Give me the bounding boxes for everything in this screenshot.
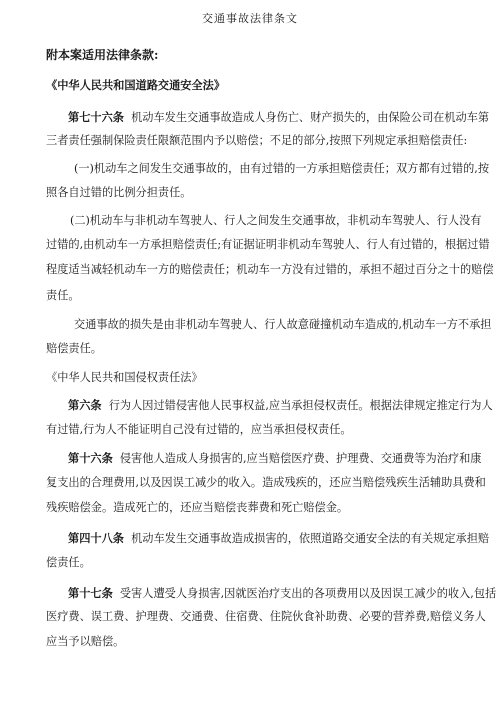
article-17-label: 第十七条	[68, 586, 113, 600]
article-17-line-3: 应当予以赔偿。	[46, 635, 125, 648]
article-17-line-2: 医疗费、误工费、护理费、交通费、住宿费、住院伙食补助费、必要的营养费,赔偿义务人	[46, 610, 486, 623]
article-48-text-1: 机动车发生交通事故造成损害的，依照道路交通安全法的有关规定承担赔	[131, 532, 490, 545]
article-17-line-1	[68, 586, 496, 601]
article-16-label: 第十六条	[68, 451, 113, 465]
article-76-line-2: 三者责任强制保险责任限额范围内予以赔偿；不足的部分,按照下列规定承担赔偿责任:	[46, 134, 468, 147]
applicable-law-heading: 附本案适用法律条款:	[46, 48, 159, 62]
article-76-text-1: 机动车发生交通事故造成人身伤亡、财产损失的，由保险公司在机动车第	[131, 111, 490, 124]
item-2-line-2: 过错的,由机动车一方承担赔偿责任;有证据证明非机动车驾驶人、行人有过错的，根据过错	[46, 238, 490, 251]
article-17-text-1: 受害人遭受人身损害,因就医治疗支出的各项费用以及因误工减少的收入,包括	[119, 587, 497, 600]
article-48-line-1	[68, 531, 489, 546]
article-16-line-1	[68, 451, 481, 466]
article-76-line-1	[68, 110, 489, 125]
article-6-line-1	[68, 398, 493, 413]
article-48-label: 第四十八条	[68, 531, 124, 545]
article-6-line-2: 有过错,行为人不能证明自己没有过错的，应当承担侵权责任。	[46, 423, 352, 436]
document-title: 交通事故法律条文	[202, 12, 298, 25]
note-line-1: 交通事故的损失是由非机动车驾驶人、行人故意碰撞机动车造成的,机动车一方不承担	[74, 318, 492, 331]
item-2-line-1: (二)机动车与非机动车驾驶人、行人之间发生交通事故，非机动车驾驶人、行人没有	[70, 214, 482, 227]
article-6-text-1: 行为人因过错侵害他人民事权益,应当承担侵权责任。根据法律规定推定行为人	[108, 399, 493, 412]
article-16-line-3: 残疾赔偿金。造成死亡的，还应当赔偿丧葬费和死亡赔偿金。	[46, 501, 349, 514]
item-2-line-4: 责任。	[46, 289, 80, 302]
item-2-line-3: 程度适当减轻机动车一方的赔偿责任；机动车一方没有过错的，承担不超过百分之十的赔偿	[46, 263, 494, 276]
article-76-label: 第七十六条	[68, 110, 124, 124]
item-1-line-1: (一)机动车之间发生交通事故的，由有过错的一方承担赔偿责任；双方都有过错的,按	[74, 162, 490, 175]
article-16-text-1: 侵害他人造成人身损害的,应当赔偿医疗费、护理费、交通费等为治疗和康	[119, 452, 482, 465]
note-line-2: 赔偿责任。	[46, 342, 102, 355]
law-title-road-traffic-safety: 《中华人民共和国道路交通安全法》	[46, 78, 226, 92]
law-title-tort-liability: 《中华人民共和国侵权责任法》	[46, 371, 203, 384]
article-48-line-2: 偿责任。	[46, 556, 91, 569]
article-6-label: 第六条	[68, 398, 102, 412]
item-1-line-2: 照各自过错的比例分担责任。	[46, 186, 192, 199]
article-16-line-2: 复支出的合理费用,以及因误工减少的收入。造成残疾的，还应当赔偿残疾生活辅助具费和	[46, 476, 486, 489]
